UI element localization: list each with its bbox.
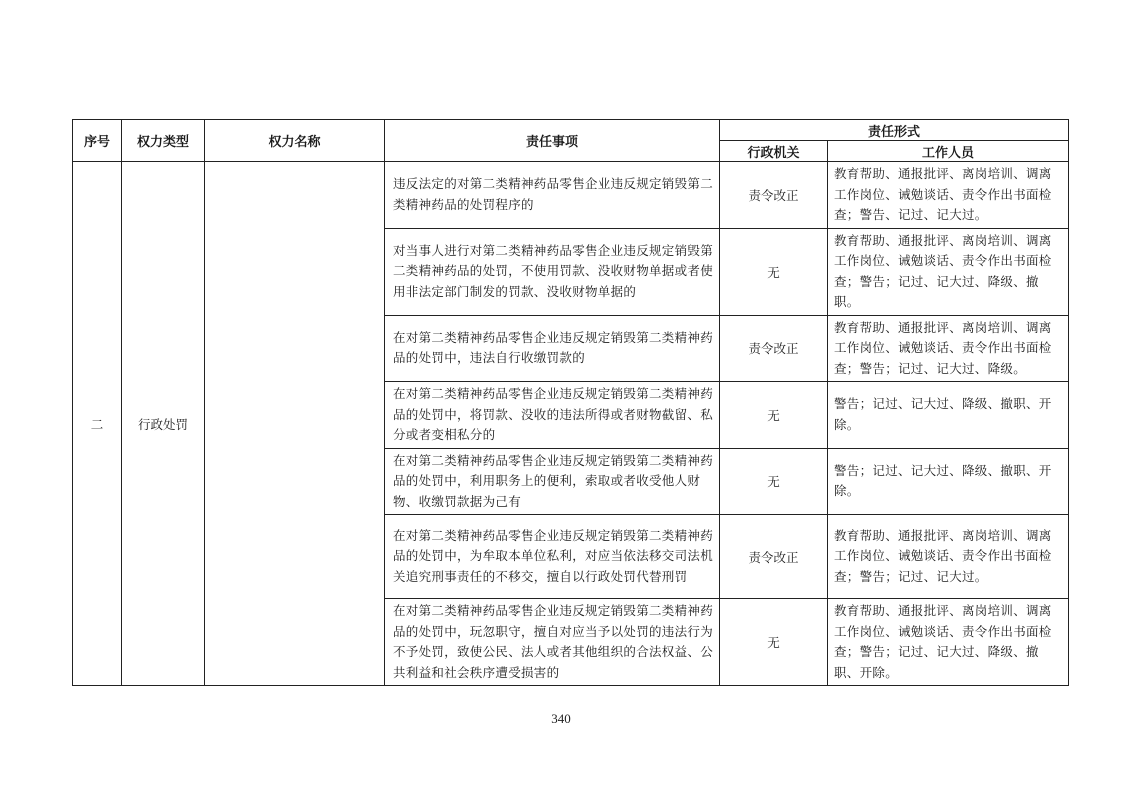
- header-responsibility-form: 责任形式: [720, 120, 1069, 141]
- responsibility-item: 在对第二类精神药品零售企业违反规定销毁第二类精神药品的处罚中，玩忽职守，擅自对应当予以处罚的违法行为不予处罚，致使公民、法人或者其他组织的合法权益、公共利益和社会秩序遭受损害的: [385, 599, 720, 686]
- responsibility-item: 违反法定的对第二类精神药品零售企业违反规定销毁第二类精神药品的处罚程序的: [385, 162, 720, 229]
- staff-measure: 教育帮助、通报批评、离岗培训、调离工作岗位、诫勉谈话、责令作出书面检查；警告；记过、记大过、降级、撤职。: [828, 228, 1069, 315]
- admin-org-measure: 无: [720, 382, 828, 449]
- admin-org-measure: 责令改正: [720, 515, 828, 599]
- page-number: 340: [551, 711, 571, 726]
- admin-org-measure: 责令改正: [720, 315, 828, 382]
- responsibility-item: 在对第二类精神药品零售企业违反规定销毁第二类精神药品的处罚中，将罚款、没收的违法所得或者财物截留、私分或者变相私分的: [385, 382, 720, 449]
- responsibility-item: 在对第二类精神药品零售企业违反规定销毁第二类精神药品的处罚中，违法自行收缴罚款的: [385, 315, 720, 382]
- admin-org-measure: 无: [720, 228, 828, 315]
- header-seq: 序号: [73, 120, 122, 162]
- responsibility-table: [72, 119, 1069, 686]
- admin-org-measure: 无: [720, 599, 828, 686]
- group-power-type: 行政处罚: [122, 162, 205, 686]
- staff-measure: 教育帮助、通报批评、离岗培训、调离工作岗位、诫勉谈话、责令作出书面检查；警告、记过、记大过。: [828, 162, 1069, 229]
- staff-measure: 警告；记过、记大过、降级、撤职、开除。: [828, 448, 1069, 515]
- responsibility-item: 在对第二类精神药品零售企业违反规定销毁第二类精神药品的处罚中，利用职务上的便利，索取或者收受他人财物、收缴罚款据为己有: [385, 448, 720, 515]
- staff-measure: 教育帮助、通报批评、离岗培训、调离工作岗位、诫勉谈话、责令作出书面检查；警告；记过、记大过、降级。: [828, 315, 1069, 382]
- admin-org-measure: 责令改正: [720, 162, 828, 229]
- header-responsibility: 责任事项: [385, 120, 720, 162]
- staff-measure: 教育帮助、通报批评、离岗培训、调离工作岗位、诫勉谈话、责令作出书面检查；警告；记过、记大过。: [828, 515, 1069, 599]
- header-staff: 工作人员: [828, 141, 1069, 162]
- header-power-name: 权力名称: [205, 120, 385, 162]
- group-power-name: [205, 162, 385, 686]
- responsibility-item: 对当事人进行对第二类精神药品零售企业违反规定销毁第二类精神药品的处罚，不使用罚款、没收财物单据或者使用非法定部门制发的罚款、没收财物单据的: [385, 228, 720, 315]
- header-row-top: [73, 120, 1069, 141]
- staff-measure: 警告；记过、记大过、降级、撤职、开除。: [828, 382, 1069, 449]
- admin-org-measure: 无: [720, 448, 828, 515]
- header-power-type: 权力类型: [122, 120, 205, 162]
- staff-measure: 教育帮助、通报批评、离岗培训、调离工作岗位、诫勉谈话、责令作出书面检查；警告；记过、记大过、降级、撤职、开除。: [828, 599, 1069, 686]
- responsibility-item: 在对第二类精神药品零售企业违反规定销毁第二类精神药品的处罚中，为牟取本单位私利，对应当依法移交司法机关追究刑事责任的不移交，擅自以行政处罚代替刑罚: [385, 515, 720, 599]
- table-row: [73, 162, 1069, 229]
- group-seq: 二: [73, 162, 122, 686]
- header-admin-org: 行政机关: [720, 141, 828, 162]
